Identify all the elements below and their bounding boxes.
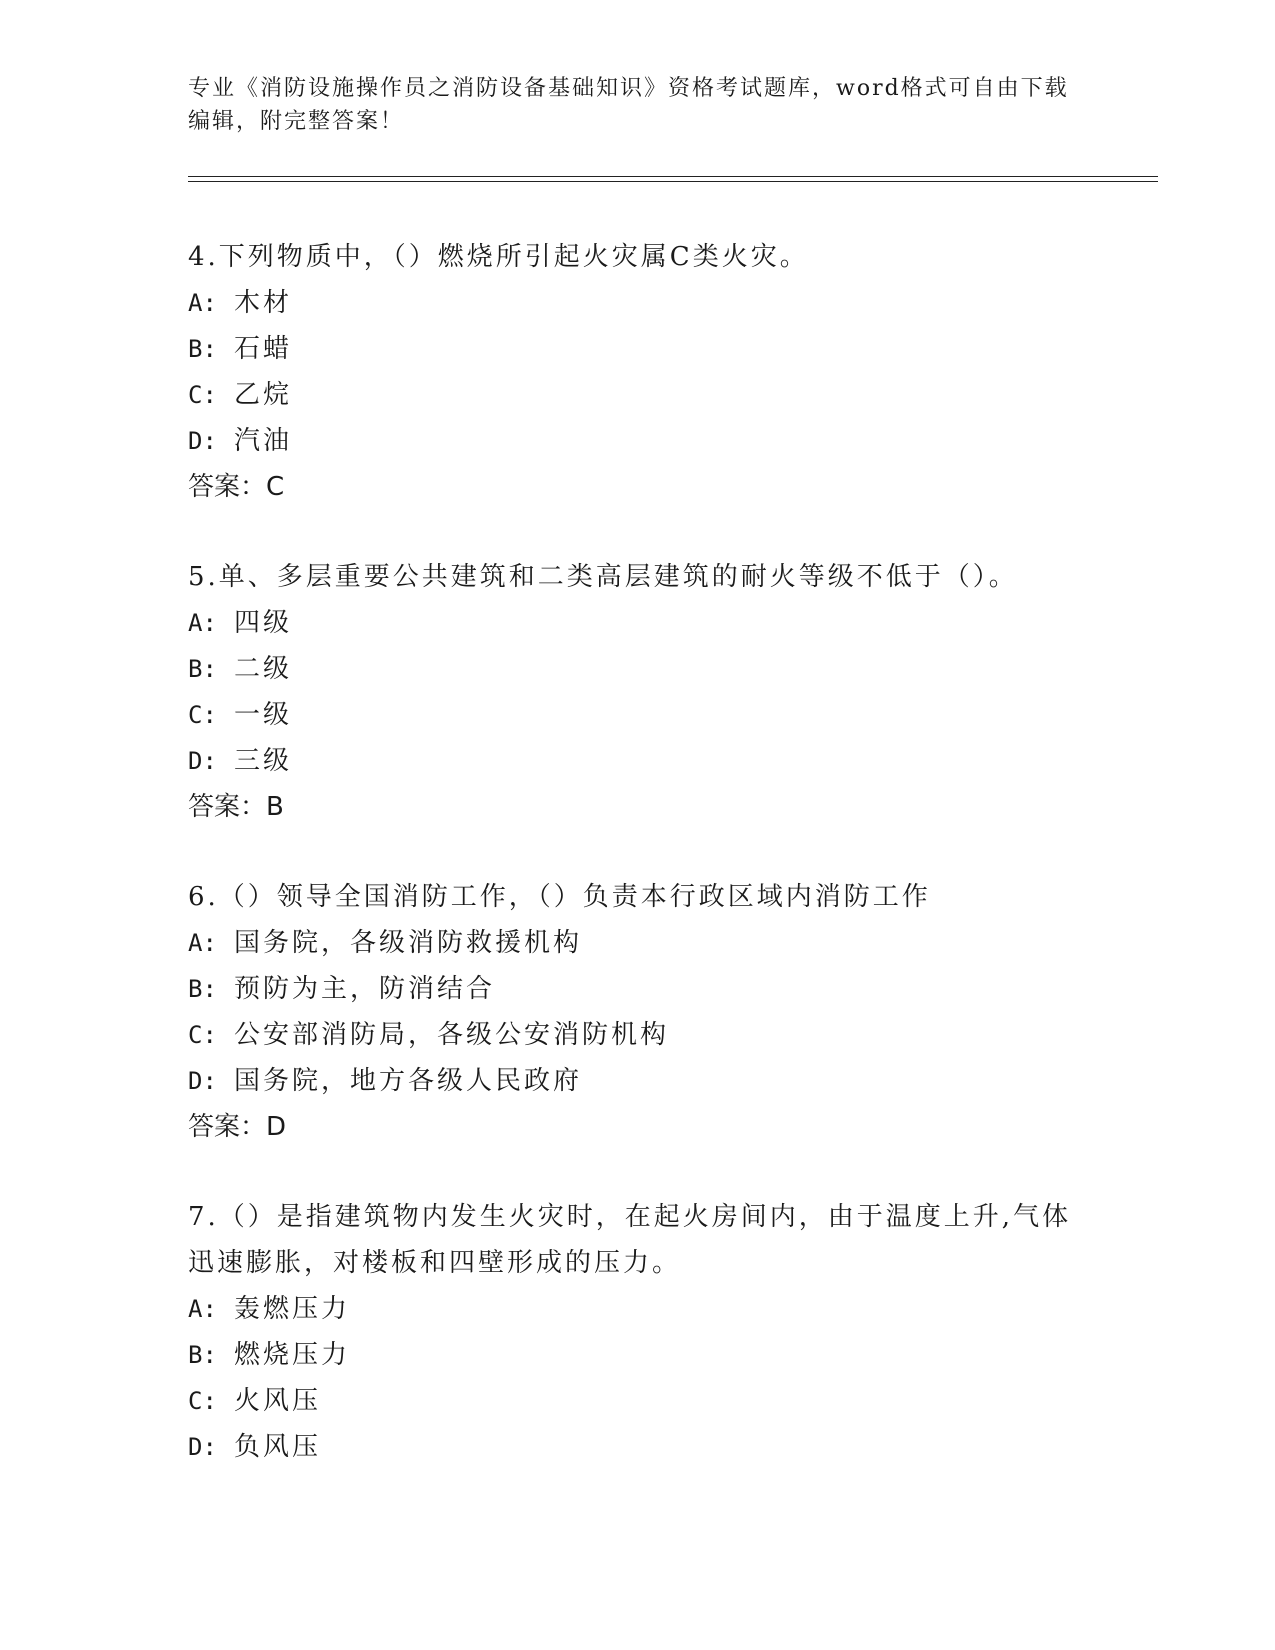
option-b	[188, 326, 1088, 372]
question-stem: 4.下列物质中，（）燃烧所引起火灾属C类火灾。	[188, 242, 809, 272]
option-key: D:	[188, 747, 217, 775]
option-text: 乙烷	[234, 380, 293, 410]
question-stem: 6.（）领导全国消防工作，（）负责本行政区域内消防工作	[188, 882, 931, 912]
option-b	[188, 646, 1088, 692]
option-key: B:	[188, 335, 217, 363]
option-b	[188, 1332, 1088, 1378]
option-c	[188, 692, 1088, 738]
option-key: B:	[188, 655, 217, 683]
question-stem: 7.（）是指建筑物内发生火灾时，在起火房间内，由于温度上升,气体迅速膨胀，对楼板和四壁形成的压力。	[188, 1202, 1072, 1278]
option-text: 石蜡	[234, 334, 293, 364]
header-divider-bottom	[188, 181, 1158, 182]
option-key: B:	[188, 975, 217, 1003]
option-key: A:	[188, 929, 217, 957]
option-key: C:	[188, 381, 217, 409]
option-a	[188, 600, 1088, 646]
option-key: C:	[188, 1387, 217, 1415]
option-text: 轰燃压力	[234, 1294, 351, 1324]
option-text: 公安部消防局，各级公安消防机构	[234, 1020, 670, 1050]
option-c	[188, 1378, 1088, 1424]
option-text: 国务院，各级消防救援机构	[234, 928, 583, 958]
option-text: 燃烧压力	[234, 1340, 351, 1370]
option-a	[188, 280, 1088, 326]
question-4	[188, 234, 1088, 510]
option-d	[188, 738, 1088, 784]
option-key: D:	[188, 427, 217, 455]
question-7	[188, 1194, 1088, 1470]
option-c	[188, 1012, 1088, 1058]
option-key: A:	[188, 1295, 217, 1323]
document-header: 专业《消防设施操作员之消防设备基础知识》资格考试题库，word格式可自由下载编辑，附完整答案！	[188, 76, 1069, 134]
answer-line: 答案：C	[188, 472, 285, 502]
option-text: 国务院，地方各级人民政府	[234, 1066, 583, 1096]
option-key: D:	[188, 1067, 217, 1095]
option-text: 预防为主，防消结合	[234, 974, 496, 1004]
option-key: D:	[188, 1433, 217, 1461]
option-text: 三级	[234, 746, 293, 776]
answer-line: 答案：B	[188, 792, 284, 822]
option-text: 负风压	[234, 1432, 322, 1462]
option-text: 四级	[234, 608, 293, 638]
option-d	[188, 1058, 1088, 1104]
option-text: 汽油	[234, 426, 293, 456]
option-d	[188, 418, 1088, 464]
option-key: C:	[188, 1021, 217, 1049]
option-text: 火风压	[234, 1386, 322, 1416]
question-5	[188, 554, 1088, 830]
question-6	[188, 874, 1088, 1150]
header-divider-top	[188, 176, 1158, 177]
option-a	[188, 1286, 1088, 1332]
option-key: A:	[188, 609, 217, 637]
option-key: C:	[188, 701, 217, 729]
option-a	[188, 920, 1088, 966]
option-key: A:	[188, 289, 217, 317]
option-d	[188, 1424, 1088, 1470]
option-c	[188, 372, 1088, 418]
answer-line: 答案：D	[188, 1112, 287, 1142]
option-key: B:	[188, 1341, 217, 1369]
option-text: 木材	[234, 288, 293, 318]
option-text: 二级	[234, 654, 293, 684]
option-text: 一级	[234, 700, 293, 730]
question-stem: 5.单、多层重要公共建筑和二类高层建筑的耐火等级不低于（）。	[188, 562, 1018, 592]
option-b	[188, 966, 1088, 1012]
